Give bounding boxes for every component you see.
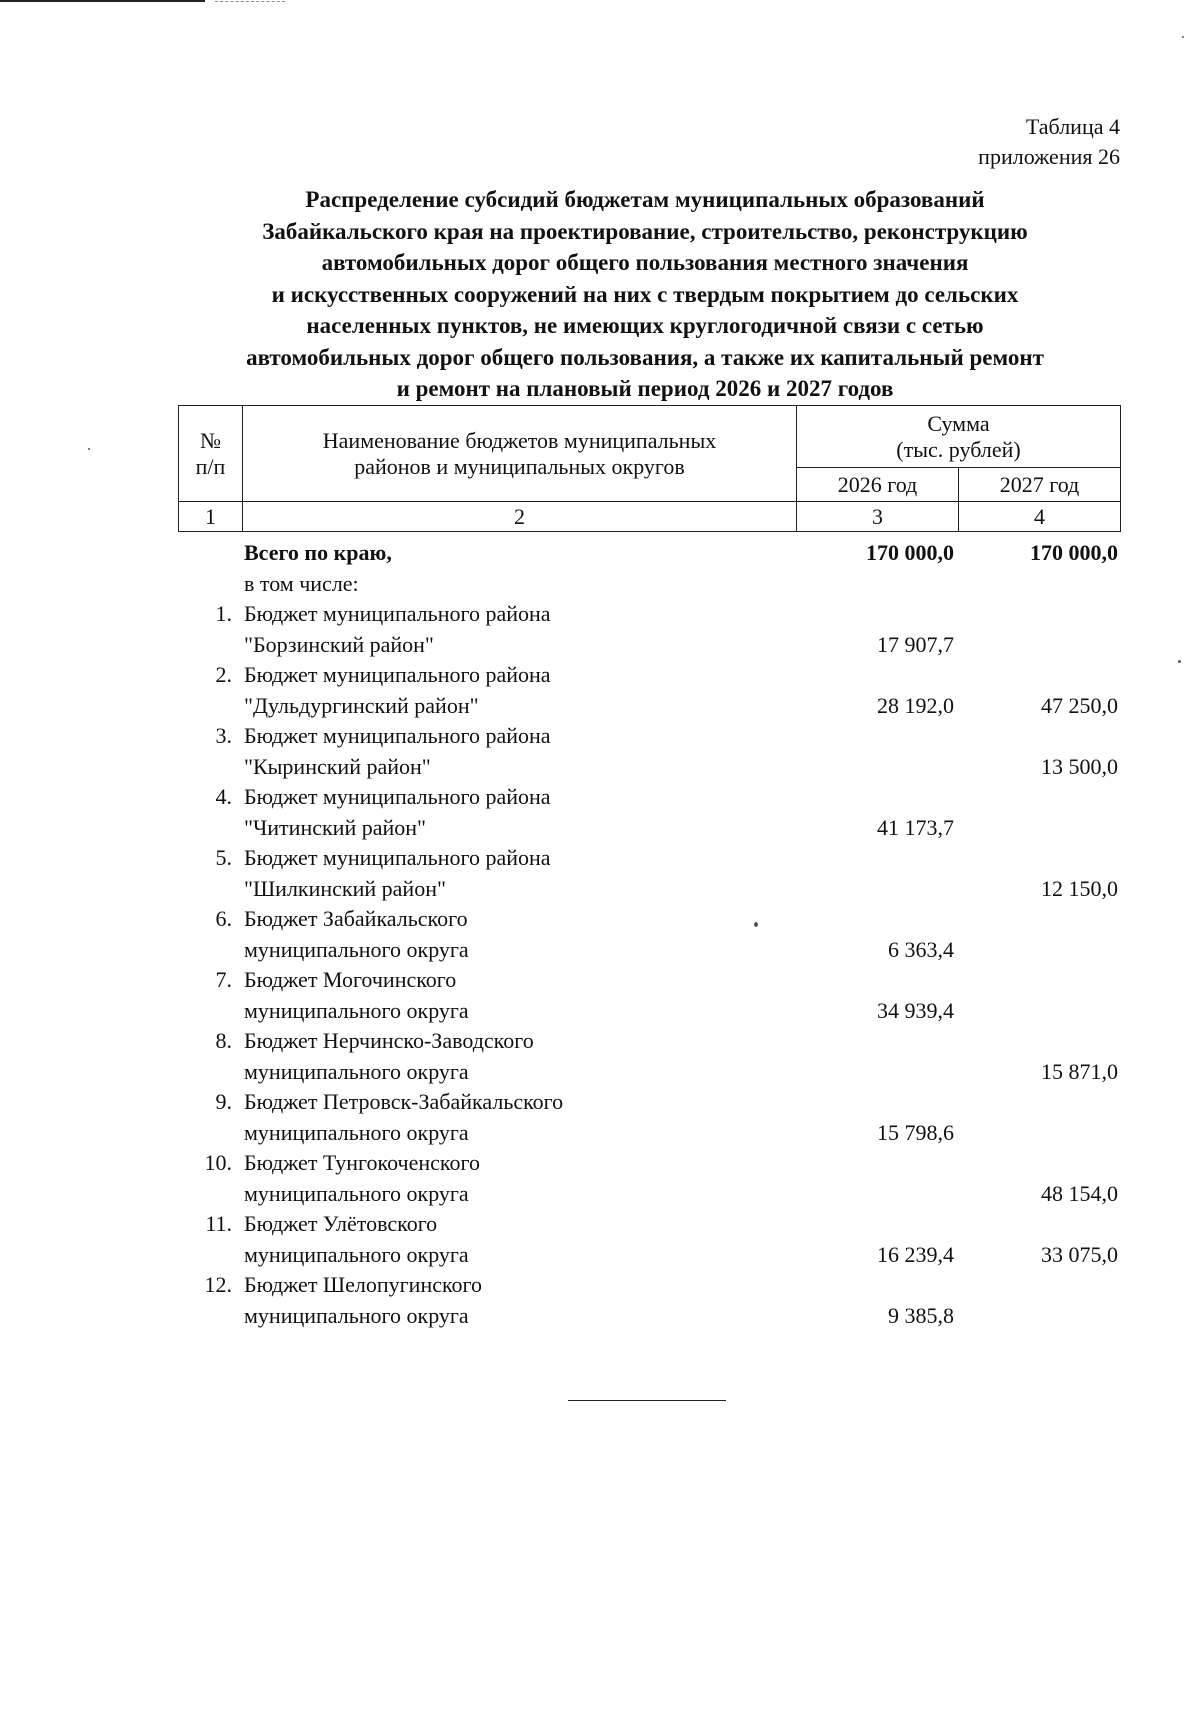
row-value-2027: 47 250,0: [1041, 692, 1118, 718]
total-num: [178, 538, 242, 569]
row-num: 3.: [215, 723, 232, 748]
header-name-cell: [243, 406, 797, 502]
end-of-table-rule: [568, 1400, 726, 1401]
header-name-line-2: районов и муниципальных округов: [354, 453, 685, 479]
budget-row: [178, 843, 1120, 904]
title-line: Распределение субсидий бюджетам муниципальных образований: [305, 187, 985, 212]
header-sum-label: Сумма: [927, 410, 990, 436]
title-line: Забайкальского края на проектирование, строительство, реконструкцию: [262, 218, 1028, 244]
row-name-line-1: Бюджет Петровск-Забайкальского: [244, 1089, 564, 1114]
budget-row: [178, 1209, 1120, 1270]
row-name-line-2: "Шилкинский район": [244, 875, 446, 901]
row-name-line-2: муниципального округа: [244, 1302, 469, 1328]
row-value-2027: 48 154,0: [1041, 1180, 1118, 1206]
row-name-line-1: Бюджет муниципального района: [244, 784, 551, 809]
row-value-2027: 33 075,0: [1041, 1241, 1118, 1267]
row-value-2027: 12 150,0: [1041, 875, 1118, 901]
row-num: 9.: [215, 1089, 232, 1114]
row-name-line-2: муниципального округа: [244, 1241, 469, 1267]
reference-line-1: Таблица 4: [1025, 114, 1120, 139]
column-number-2: 2: [243, 502, 797, 532]
row-name-line-2: "Кыринский район": [244, 753, 431, 779]
row-name-line-2: муниципального округа: [244, 936, 469, 962]
table-header: [178, 405, 1121, 532]
row-name-line-1: Бюджет муниципального района: [244, 601, 551, 626]
row-num: 4.: [215, 784, 232, 809]
total-label: Всего по краю,: [244, 540, 392, 565]
row-name-line-1: Бюджет муниципального района: [244, 845, 551, 870]
row-name-line-2: муниципального округа: [244, 1180, 469, 1206]
row-name-line-2: муниципального округа: [244, 997, 469, 1023]
row-num: 12.: [204, 1272, 232, 1297]
budget-row: [178, 965, 1120, 1026]
budget-row: [178, 1026, 1120, 1087]
reference-line-2: приложения 26: [978, 144, 1120, 169]
scan-speck: [1182, 36, 1184, 38]
total-sublabel: в том числе:: [244, 570, 359, 596]
budget-row: [178, 599, 1120, 660]
title-line: автомобильных дорог общего пользования, а также их капитальный ремонт: [246, 344, 1044, 370]
row-name-line-2: "Борзинский район": [244, 631, 434, 657]
top-edge-dashes: [215, 1, 285, 3]
total-subrow: [178, 569, 1120, 600]
budget-row: [178, 782, 1120, 843]
row-name-line-1: Бюджет муниципального района: [244, 662, 551, 687]
row-value-2026: 28 192,0: [877, 692, 954, 718]
row-value-2026: 15 798,6: [877, 1119, 954, 1145]
scan-speck: [88, 448, 90, 450]
header-num-sublabel: п/п: [195, 453, 226, 479]
title-line: и ремонт на плановый период 2026 и 2027 годов: [396, 376, 894, 401]
column-number-4: 4: [959, 502, 1121, 532]
title-line: населенных пунктов, не имеющих круглогодичной связи с сетью: [306, 313, 984, 338]
budget-row: [178, 1087, 1120, 1148]
row-value-2026: 34 939,4: [877, 997, 954, 1023]
row-value-2027: 13 500,0: [1041, 753, 1118, 779]
column-number-1: 1: [179, 502, 243, 532]
title-line: и искусственных сооружений на них с твердым покрытием до сельских: [271, 281, 1019, 307]
title-line: автомобильных дорог общего пользования местного значения: [321, 250, 969, 275]
row-name-line-2: "Дульдургинский район": [244, 692, 479, 718]
row-name-line-1: Бюджет муниципального района: [244, 723, 551, 748]
row-name-line-2: муниципального округа: [244, 1058, 469, 1084]
document-title: [170, 184, 1120, 405]
row-name-line-2: муниципального округа: [244, 1119, 469, 1145]
budget-row: [178, 721, 1120, 782]
table-body: [178, 538, 1120, 1331]
row-name-line-1: Бюджет Шелопугинского: [244, 1272, 483, 1297]
header-name-line-1: Наименование бюджетов муниципальных: [322, 427, 717, 453]
total-2026: 170 000,0: [866, 540, 954, 565]
row-value-2026: 9 385,8: [888, 1302, 954, 1328]
scan-speck: [754, 922, 758, 927]
header-num-label: №: [200, 427, 221, 453]
top-edge-rule: [0, 0, 205, 2]
row-name-line-2: "Читинский район": [244, 814, 427, 840]
total-row: [178, 538, 1120, 569]
row-name-line-1: Бюджет Могочинского: [244, 967, 457, 992]
scan-speck: [1178, 660, 1181, 663]
row-num: 1.: [215, 601, 232, 626]
budget-row: [178, 904, 1120, 965]
row-value-2026: 17 907,7: [877, 631, 954, 657]
row-value-2026: 41 173,7: [877, 814, 954, 840]
table-reference: [978, 112, 1120, 172]
row-num: 11.: [205, 1211, 232, 1236]
total-2027: 170 000,0: [1030, 540, 1118, 565]
column-number-3: 3: [797, 502, 959, 532]
row-value-2026: 16 239,4: [877, 1241, 954, 1267]
row-name-line-1: Бюджет Нерчинско-Заводского: [244, 1028, 534, 1053]
header-num-cell: [179, 406, 243, 502]
row-value-2027: 15 871,0: [1041, 1058, 1118, 1084]
row-name-line-1: Бюджет Улётовского: [244, 1211, 438, 1236]
header-sum-unit: (тыс. рублей): [896, 436, 1021, 462]
budget-row: [178, 1270, 1120, 1331]
row-num: 7.: [215, 967, 232, 992]
header-year-2027: 2027 год: [959, 468, 1121, 502]
budget-row: [178, 1148, 1120, 1209]
row-num: 5.: [215, 845, 232, 870]
header-sum-cell: [797, 406, 1121, 468]
header-year-2026: 2026 год: [797, 468, 959, 502]
budget-row: [178, 660, 1120, 721]
row-num: 6.: [215, 906, 232, 931]
row-num: 10.: [204, 1150, 232, 1175]
row-num: 2.: [215, 662, 232, 687]
row-name-line-1: Бюджет Забайкальского: [244, 906, 468, 931]
row-value-2026: 6 363,4: [888, 936, 954, 962]
row-num: 8.: [215, 1028, 232, 1053]
row-name-line-1: Бюджет Тунгокоченского: [244, 1150, 480, 1175]
